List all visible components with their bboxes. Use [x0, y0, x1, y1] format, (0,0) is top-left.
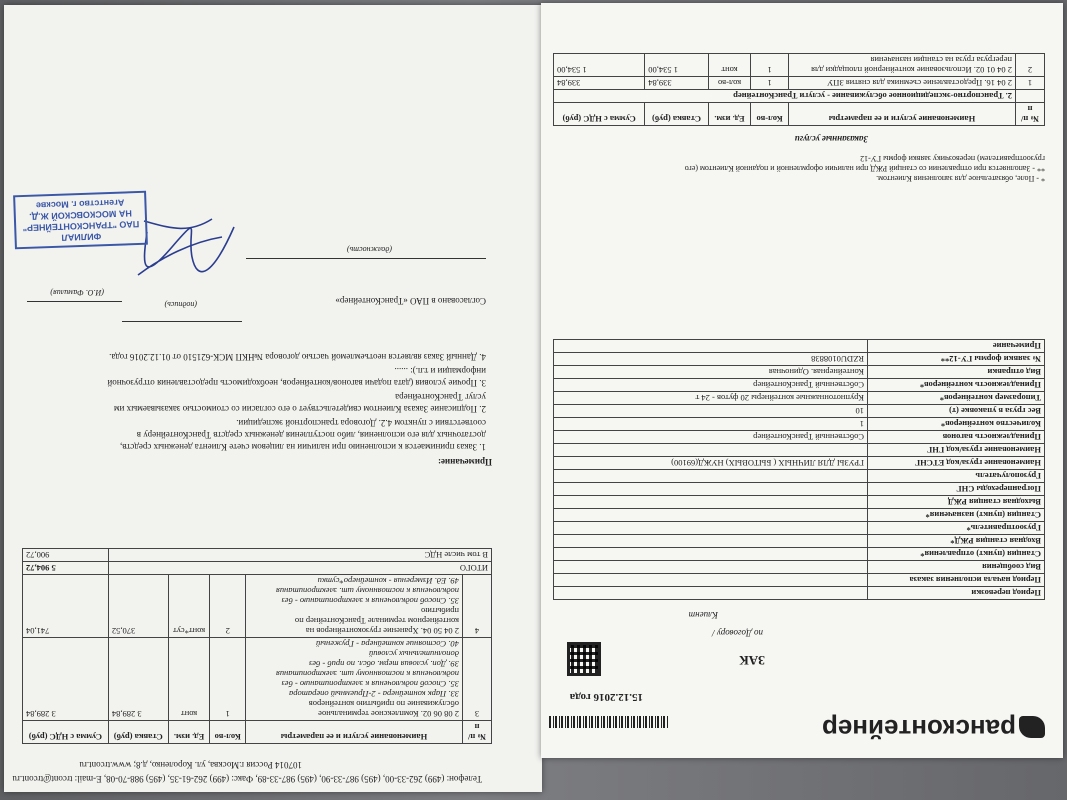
- agreed-label: Согласовано в ПАО «ТрансКонтейнер»: [335, 296, 486, 306]
- form-row-label: Вес груза в упаковке (т): [868, 405, 1045, 418]
- row-name-line: 40. Состояние контейнера - Груженый: [315, 639, 459, 649]
- barcode-icon: [548, 716, 668, 728]
- row-rate: 1 534,00: [645, 54, 709, 77]
- form-row-label: Погранпереходы СНГ: [868, 483, 1045, 496]
- form-row: [554, 418, 1045, 431]
- form-row: [554, 457, 1045, 470]
- note-line: соответствии с пунктом 4.2. Договора транспортной экспедиции.: [236, 418, 486, 428]
- contacts-line: Телефон: (499) 262-33-00, (495) 987-33-90, (495) 987-33-89, Факс: (499) 262-61-35, (495) 988-70-08, E-mail: trcont@trcont.ru: [12, 774, 482, 784]
- form-row-value: Собственный ТрансКонтейнер: [554, 379, 868, 392]
- note-line: 2. Подписание Заказа Клиентом свидетельствует о его согласии со стоимостью заказываемых им: [113, 404, 486, 414]
- form-row-value: [554, 340, 868, 353]
- table-header-row: [554, 103, 1045, 126]
- form-row-value: [554, 548, 868, 561]
- total-row: [23, 562, 492, 575]
- row-name-line: контейнерном терминале ТрансКонтейнер по: [294, 616, 459, 626]
- row-name-line: обслуживание по прибытию контейнеров: [308, 699, 459, 709]
- form-row-value: [554, 509, 868, 522]
- row-unit: конт: [708, 54, 750, 77]
- notes-title: Примечание:: [437, 457, 492, 467]
- form-row: [554, 496, 1045, 509]
- position-line: [246, 258, 486, 259]
- signature-line: [122, 321, 242, 322]
- row-name-line: подключения к постоянному шт. электропитания: [275, 669, 459, 679]
- stamp-line: ПАО "ТРАНСКОНТЕЙНЕР": [22, 218, 140, 234]
- form-row-label: Выходная станция РЖД: [868, 496, 1045, 509]
- row-name: [246, 638, 463, 721]
- row-name-line: 33. Парк контейнера - 2-Приемный операторa: [288, 689, 459, 699]
- form-row: [554, 470, 1045, 483]
- form-row-value: [554, 522, 868, 535]
- stamp-line: НА МОСКОВСКОЙ Ж.Д.: [29, 208, 133, 222]
- form-row-label: Период перевозки: [868, 587, 1045, 600]
- row-unit: кол-во: [708, 77, 750, 90]
- row-name-line: 35. Способ подключения к электропитанию - без: [281, 596, 459, 606]
- fio-line: [27, 301, 122, 302]
- row-no: 4: [463, 575, 492, 638]
- form-row: [554, 509, 1045, 522]
- row-name: 2 04 16. Предоставление съемника для снятия ЗПУ: [789, 77, 1016, 90]
- order-form-table: [553, 339, 1045, 600]
- qr-code-icon: [567, 642, 601, 676]
- row-sum: 339,84: [554, 77, 645, 90]
- row-name: 2 04 01 02. Использование контейнерной площадки для перегруза груза на станции назначения: [789, 54, 1016, 77]
- row-name: [246, 575, 463, 638]
- form-row-label: Вид отправки: [868, 366, 1045, 379]
- note-line: 1. Заказ принимается к исполнению при наличии на лицевом счете Клиента денежных средств,: [119, 442, 486, 452]
- form-row-label: Грузоотправитель*: [868, 522, 1045, 535]
- form-row: [554, 587, 1045, 600]
- form-row-label: Принадлежность контейнеров*: [868, 379, 1045, 392]
- footnote: * - Поле, обязательное для заполнения Клиентом.: [876, 174, 1045, 183]
- fio-caption: (И.О. Фамилия): [50, 288, 104, 297]
- services-table-continued: [22, 548, 492, 744]
- stamp-line: ФИЛИАЛ: [61, 231, 102, 243]
- header-sum: Сумма с НДС (руб): [554, 103, 645, 126]
- section-row: [554, 90, 1045, 103]
- section-no: [1016, 90, 1045, 103]
- form-row-value: [554, 574, 868, 587]
- form-row-label: Период начала исполнения заказа: [868, 574, 1045, 587]
- transcontainer-logo: [822, 713, 1045, 744]
- ordered-services-title: Заказанные услуги: [794, 134, 868, 144]
- form-row-value: [554, 470, 868, 483]
- form-row: [554, 431, 1045, 444]
- form-row-value: Собственный ТрансКонтейнер: [554, 431, 868, 444]
- vat-value: 900,72: [23, 549, 109, 562]
- form-row-value: [554, 483, 868, 496]
- row-qty: 1: [751, 54, 789, 77]
- document-date: 15.12.2016 года: [569, 691, 643, 703]
- form-row-value: [554, 535, 868, 548]
- form-row-label: Входная станция РЖД*: [868, 535, 1045, 548]
- row-unit: конт*сут: [168, 575, 210, 638]
- section-title: 2. Транспортно-экспедиционное обслуживание - услуги ТрансКонтейнер: [554, 90, 1016, 103]
- position-caption: (должность): [346, 245, 392, 254]
- form-row: [554, 483, 1045, 496]
- header-qty: Кол-во: [210, 721, 246, 744]
- form-row-value: ГРУЗЫ ДЛЯ ЛИЧНЫХ ( БЫТОВЫХ) НУЖД(69100): [554, 457, 868, 470]
- row-no: 3: [463, 638, 492, 721]
- row-rate: 339,84: [645, 77, 709, 90]
- form-row-value: [554, 496, 868, 509]
- address-line: 107014 Россия г.Москва, ул. Короленко, д.8; www.trcont.ru: [79, 760, 302, 770]
- form-row: [554, 444, 1045, 457]
- document-title: ЗАК: [739, 653, 765, 668]
- header-rate: Ставка (руб): [645, 103, 709, 126]
- header-sum: Сумма с НДС (руб): [23, 721, 109, 744]
- contract-ref: по Договору /: [712, 628, 763, 638]
- form-row-label: Вид сообщения: [868, 561, 1045, 574]
- row-name-line: 39. Доп. условия терм. обсл. по приб - без: [309, 659, 459, 669]
- note-line: информации и т.п.): ......: [394, 366, 486, 376]
- row-sum: 1 534,00: [554, 54, 645, 77]
- handwritten-signature: [132, 207, 242, 287]
- form-row: [554, 405, 1045, 418]
- header-rate: Ставка (руб): [108, 721, 168, 744]
- note-line: 3. Прочие условия (дата подачи вагонов/контейнеров, необходимость предоставления отгрузочной: [107, 378, 486, 388]
- header-qty: Кол-во: [751, 103, 789, 126]
- signature-caption: (подпись): [164, 300, 197, 309]
- form-row-value: 1: [554, 418, 868, 431]
- form-row-value: 10: [554, 405, 868, 418]
- row-unit: конт: [168, 638, 210, 721]
- form-row-label: Количество контейнеров*: [868, 418, 1045, 431]
- form-row-label: Станция (пункт) отправления*: [868, 548, 1045, 561]
- row-name-line: 35. Способ подключения к электропитанию - без: [281, 679, 459, 689]
- stamp-line: Агентство г. Москве: [35, 197, 125, 211]
- form-row-value: [554, 444, 868, 457]
- client-label: Клиент: [688, 610, 718, 620]
- row-qty: 1: [210, 638, 246, 721]
- form-row: [554, 353, 1045, 366]
- row-name-line: прибытию: [421, 606, 459, 616]
- note-line: достаточных для его исполнения, либо поступления денежных средств ТрансКонтейнеру в: [136, 430, 486, 440]
- logo-text: рансконтейнер: [822, 714, 1016, 744]
- form-row-value: Крупнотоннажные контейнеры 20 футов - 24 т: [554, 392, 868, 405]
- header-unit: Ед. изм.: [168, 721, 210, 744]
- row-name-line: 2 04 50 04. Хранение грузоконтейнеров на: [305, 626, 459, 636]
- row-no: 2: [1016, 54, 1045, 77]
- note-line: услуг ТрансКонтейнера: [395, 392, 486, 402]
- form-row-label: Наименование груза/код ЕТСНГ: [868, 457, 1045, 470]
- vat-row: [23, 549, 492, 562]
- note-line: 4. Данный Заказ является неотъемлемой частью договора №НКП МСК-621510 от 01.12.2016 года.: [109, 352, 486, 362]
- form-row-value: Контейнерная. Одиночная: [554, 366, 868, 379]
- form-row-label: Типоразмер контейнеров*: [868, 392, 1045, 405]
- sheet-continuation: [4, 5, 542, 792]
- total-label: ИТОГО: [108, 562, 491, 575]
- company-stamp: [14, 191, 148, 250]
- form-row-label: Станция (пункт) назначения*: [868, 509, 1045, 522]
- form-row: [554, 522, 1045, 535]
- vat-label: В том числе НДС: [108, 549, 491, 562]
- form-row: [554, 340, 1045, 353]
- header-no: № п/п: [1016, 103, 1045, 126]
- row-name-line: подключения к постоянному шт. электропитания: [275, 586, 459, 596]
- form-row: [554, 574, 1045, 587]
- header-no: № п/п: [463, 721, 492, 744]
- row-sum: 741,04: [23, 575, 109, 638]
- form-row-value: RZDU0108838: [554, 353, 868, 366]
- form-row: [554, 548, 1045, 561]
- table-header-row: [23, 721, 492, 744]
- row-name-line: 49. Ед. Измерения - контейнеро*сутки: [317, 576, 459, 586]
- form-row-label: № заявки формы ГУ-12**: [868, 353, 1045, 366]
- total-value: 5 904,72: [23, 562, 109, 575]
- form-row: [554, 561, 1045, 574]
- table-row: [23, 638, 492, 721]
- table-row: [554, 54, 1045, 77]
- row-qty: 2: [210, 575, 246, 638]
- row-qty: 1: [751, 77, 789, 90]
- table-row: [554, 77, 1045, 90]
- form-row-label: Принадлежность вагонов: [868, 431, 1045, 444]
- logo-mark-icon: [1019, 716, 1045, 738]
- form-row-label: Примечание: [868, 340, 1045, 353]
- table-row: [23, 575, 492, 638]
- form-row: [554, 392, 1045, 405]
- header-name: Наименование услуги и ее параметры: [246, 721, 463, 744]
- form-row-label: Грузополучатель: [868, 470, 1045, 483]
- header-unit: Ед. изм.: [708, 103, 750, 126]
- row-name-line: 2 08 06 02. Комплексное терминальное: [318, 709, 459, 719]
- row-name-line: дополнительных условий: [369, 649, 459, 659]
- form-row-label: Наименование груза/код ГНГ: [868, 444, 1045, 457]
- ordered-services-table: [553, 53, 1045, 126]
- form-row: [554, 379, 1045, 392]
- footnote: ** - Заполняется при отправлении со станций РЖД при наличии оформленной и поданной Клиентом (его: [684, 164, 1045, 173]
- row-no: 1: [1016, 77, 1045, 90]
- form-row-value: [554, 561, 868, 574]
- row-rate: 370,52: [108, 575, 168, 638]
- header-name: Наименование услуги и ее параметры: [789, 103, 1016, 126]
- row-rate: 3 289,84: [108, 638, 168, 721]
- form-row-value: [554, 587, 868, 600]
- row-sum: 3 289,84: [23, 638, 109, 721]
- form-row: [554, 366, 1045, 379]
- form-row: [554, 535, 1045, 548]
- footnote: грузоотправителем) перевозчику заявки формы ГУ-12: [860, 154, 1045, 163]
- sheet-order-form: [541, 3, 1063, 758]
